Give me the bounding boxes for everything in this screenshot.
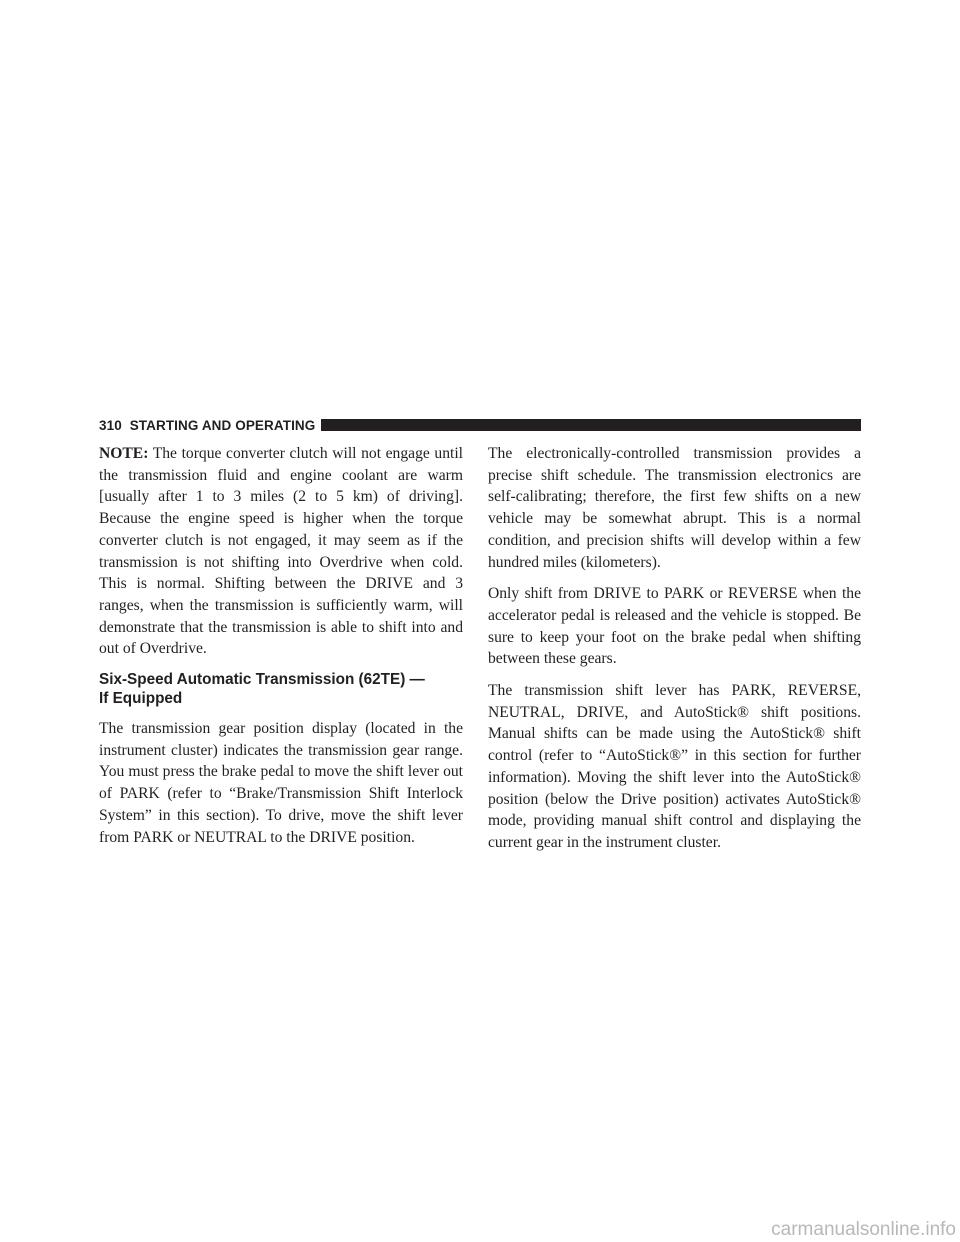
shift-lever-paragraph: The transmission shift lever has PARK, REVERSE, NEUTRAL, DRIVE, and AutoStick® shift positions. Manual shifts can be made using the AutoStick® shift control (refer to “AutoStick®” in this section for further information). Moving the shift lever into the AutoStick® position (below the Drive position) activates AutoStick® mode, providing manual shift control and displaying the current gear in the instrument cluster. — [488, 682, 861, 851]
section-heading-line-1: Six-Speed Automatic Transmission (62TE) — — [99, 671, 425, 689]
section-title: STARTING AND OPERATING — [129, 417, 316, 433]
note-label: NOTE: — [99, 445, 149, 462]
section-heading-line-2: If Equipped — [99, 690, 183, 708]
watermark: carmanualsonline.info — [771, 1219, 956, 1240]
page-header-label — [99, 418, 321, 433]
section-heading — [99, 670, 463, 708]
left-column — [99, 443, 463, 858]
shift-schedule-paragraph: The electronically-controlled transmission provides a precise shift schedule. The transmission electronics are self-calibrating; therefore, the first few shifts on a new vehicle may be somewhat abrupt. This is a normal condition, and precision shifts will develop within a few hundred miles (kilometers). — [488, 445, 861, 571]
gear-display-paragraph: The transmission gear position display (located in the instrument cluster) indicates the transmission gear range. You must press the brake pedal to move the shift lever out of PARK (refer to “Brake/Transmission Shift Interlock System” in this section). To drive, move the shift lever from PARK or NEUTRAL to the DRIVE position. — [99, 720, 463, 846]
park-reverse-paragraph: Only shift from DRIVE to PARK or REVERSE when the accelerator pedal is released and the vehicle is stopped. Be sure to keep your foot on the brake pedal when shifting between these gears. — [488, 585, 861, 668]
note-text: The torque converter clutch will not engage until the transmission fluid and engine coolant are warm [usually after 1 to 3 miles (2 to 5 km) of driving]. Because the engine speed is higher when the torque converter clutch is not engaged, it may seem as if the transmission is not shifting into Overdrive when cold. This is normal. Shifting between the DRIVE and 3 ranges, when the transmission is sufficiently warm, will demonstrate that the transmission is able to shift into and out of Overdrive. — [99, 445, 463, 658]
header-rule — [321, 419, 861, 431]
page-number: 310 — [99, 417, 122, 433]
page-header — [99, 417, 861, 433]
right-column — [488, 443, 861, 864]
note-paragraph — [99, 443, 463, 660]
